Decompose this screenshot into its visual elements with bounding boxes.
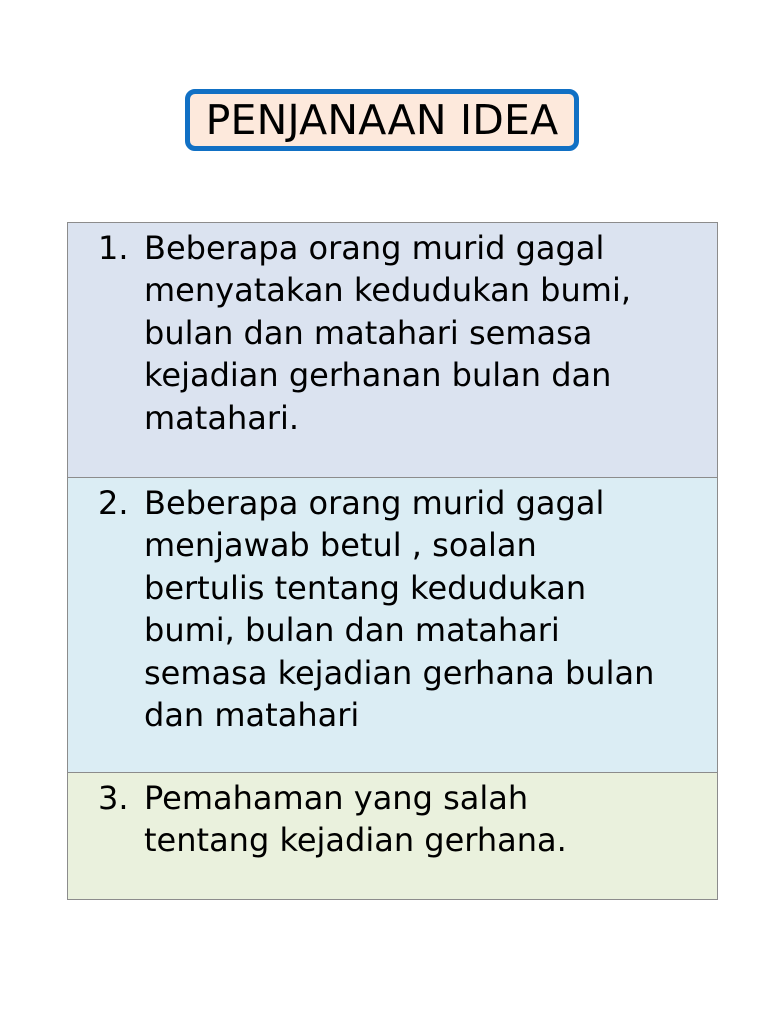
- page-title: PENJANAAN IDEA: [205, 95, 559, 144]
- idea-table: [67, 222, 718, 900]
- table-row: [68, 772, 717, 899]
- item-number: 3.: [98, 779, 129, 817]
- item-text: Beberapa orang murid gagal menjawab betul , soalan bertulis tentang kedudukan bumi, bulan dan matahari semasa kejadian gerhana bulan dan matahari: [144, 484, 655, 735]
- table-row: [68, 477, 717, 772]
- title-box: [185, 89, 579, 151]
- item-text: Beberapa orang murid gagal menyatakan kedudukan bumi, bulan dan matahari semasa kejadian gerhanan bulan dan matahari.: [144, 229, 631, 437]
- item-text: Pemahaman yang salah tentang kejadian gerhana.: [144, 779, 567, 860]
- table-row: [68, 223, 717, 477]
- item-number: 1.: [98, 229, 129, 267]
- item-number: 2.: [98, 484, 129, 522]
